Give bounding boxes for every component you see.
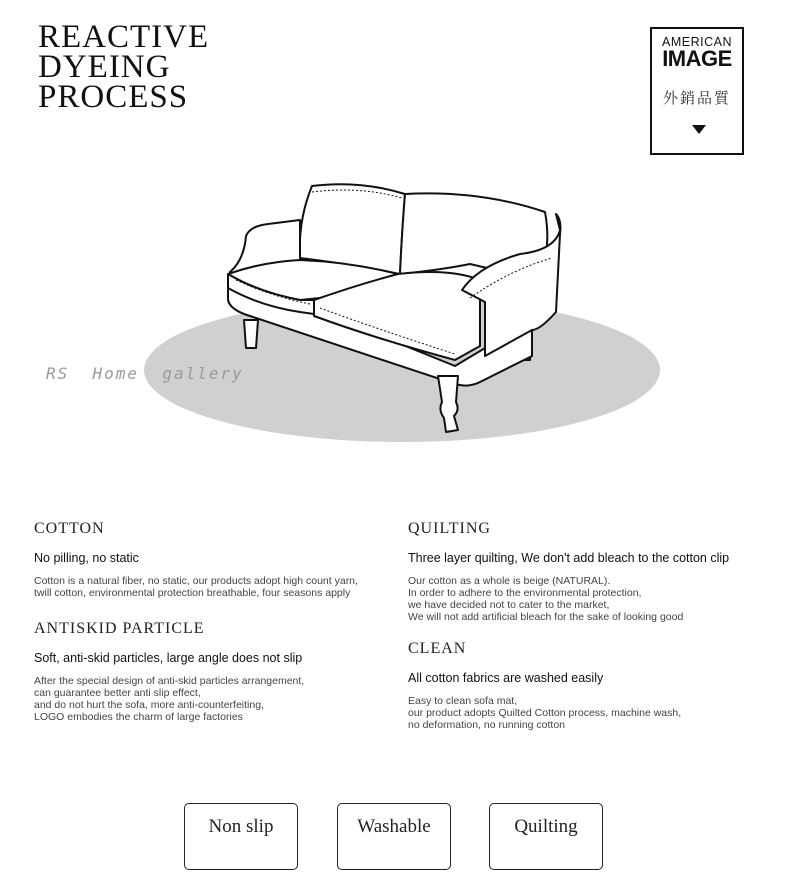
brand-chinese-text: 外銷品質 (662, 89, 731, 107)
description-line: no deformation, no running cotton (408, 719, 566, 731)
description-line: can guarantee better anti slip effect, (34, 687, 201, 699)
feature-subtitle: Soft, anti-skid particles, large angle does not slip (34, 651, 303, 665)
sofa-illustration (0, 170, 790, 460)
feature-description (34, 575, 384, 599)
page-title (38, 19, 210, 115)
feature-subtitle: Three layer quilting, We don't add bleach to the cotton clip (408, 551, 730, 565)
brand-line-american: AMERICAN (662, 35, 732, 49)
sofa-leg (244, 320, 258, 348)
badge-washable: Washable (337, 803, 451, 870)
feature-title: ANTISKID PARTICLE (34, 620, 205, 637)
brand-line-image: IMAGE (662, 46, 732, 71)
description-line: Easy to clean sofa mat, (408, 695, 518, 707)
feature-subtitle: All cotton fabrics are washed easily (408, 671, 604, 685)
feature-description (34, 675, 384, 723)
feature-cotton (34, 520, 384, 599)
watermark-text: RS Home gallery (46, 364, 244, 383)
title-line: DYEING (38, 49, 171, 85)
description-line: We will not add artificial bleach for the sake of looking good (408, 611, 684, 623)
description-line: In order to adhere to the environmental protection, (408, 587, 642, 599)
feature-description (408, 575, 778, 623)
triangle-down-icon (692, 125, 706, 134)
description-line: Our cotton as a whole is beige (NATURAL). (408, 575, 611, 587)
brand-logo-box (650, 27, 744, 155)
description-line: twill cotton, environmental protection breathable, four seasons apply (34, 587, 351, 599)
description-line: After the special design of anti-skid particles arrangement, (34, 675, 305, 687)
feature-antiskid (34, 620, 384, 723)
feature-quilting (408, 520, 778, 623)
feature-title: COTTON (34, 520, 105, 537)
badge-quilting: Quilting (489, 803, 603, 870)
description-line: LOGO embodies the charm of large factories (34, 711, 243, 723)
feature-title: CLEAN (408, 640, 467, 657)
description-line: we have decided not to cater to the market, (408, 599, 610, 611)
title-line: PROCESS (38, 79, 189, 115)
description-line: Cotton is a natural fiber, no static, our products adopt high count yarn, (34, 575, 358, 587)
description-line: and do not hurt the sofa, more anti-counterfeiting, (34, 699, 264, 711)
feature-clean (408, 640, 778, 731)
feature-subtitle: No pilling, no static (34, 551, 139, 565)
description-line: our product adopts Quilted Cotton process, machine wash, (408, 707, 682, 719)
badge-non-slip: Non slip (184, 803, 298, 870)
title-line: REACTIVE (38, 19, 210, 55)
feature-description (408, 695, 778, 731)
feature-title: QUILTING (408, 520, 491, 537)
